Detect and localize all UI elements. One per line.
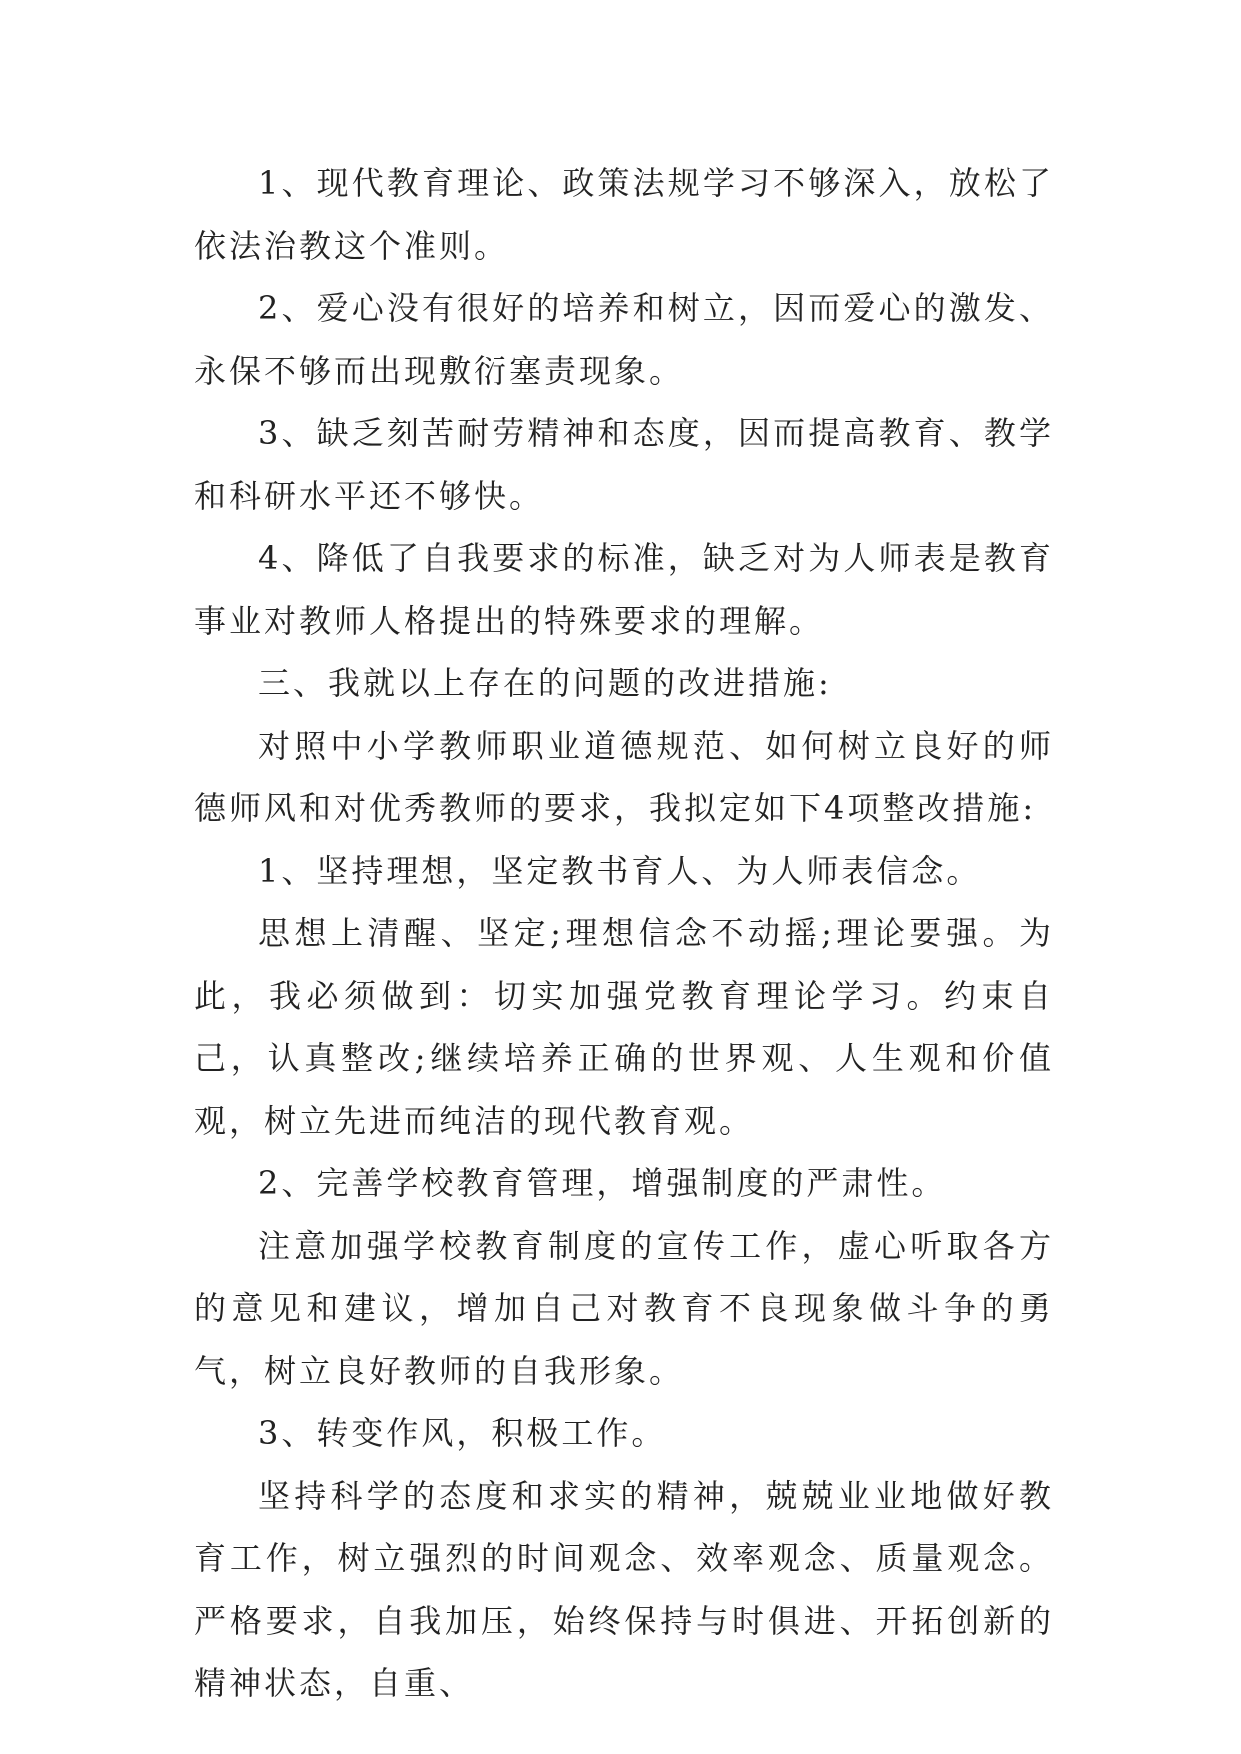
measure-2-heading: 2、完善学校教育管理，增强制度的严肃性。 — [258, 1164, 947, 1202]
section-heading: 三、我就以上存在的问题的改进措施: — [258, 664, 832, 702]
measure-1-heading: 1、坚持理想，坚定教书育人、为人师表信念。 — [258, 851, 982, 890]
measure-3-body: 坚持科学的态度和求实的精神，兢兢业业地做好教育工作，树立强烈的时间观念、效率观念、质量观念。严格要求，自我加压，始终保持与时俱进、开拓创新的精神状态，自重、 — [194, 1476, 1054, 1702]
paragraph-2: 2、爱心没有很好的培养和树立，因而爱心的激发、永保不够而出现敷衍塞责现象。 — [194, 289, 1054, 390]
paragraph-1: 1、现代教育理论、政策法规学习不够深入，放松了依法治教这个准则。 — [194, 164, 1054, 265]
document-body — [194, 152, 1054, 1715]
paragraph-4: 4、降低了自我要求的标准，缺乏对为人师表是教育事业对教师人格提出的特殊要求的理解。 — [194, 539, 1054, 640]
paragraph-intro: 对照中小学教师职业道德规范、如何树立良好的师德师风和对优秀教师的要求，我拟定如下4项整改措施: — [194, 726, 1054, 827]
paragraph-3: 3、缺乏刻苦耐劳精神和态度，因而提高教育、教学和科研水平还不够快。 — [194, 414, 1054, 515]
measure-3-heading: 3、转变作风，积极工作。 — [258, 1414, 667, 1452]
measure-2-body: 注意加强学校教育制度的宣传工作，虚心听取各方的意见和建议，增加自己对教育不良现象做斗争的勇气，树立良好教师的自我形象。 — [194, 1226, 1054, 1390]
measure-1-body: 思想上清醒、坚定;理想信念不动摇;理论要强。为此，我必须做到：切实加强党教育理论学习。约束自己，认真整改;继续培养正确的世界观、人生观和价值观，树立先进而纯洁的现代教育观。 — [194, 914, 1054, 1140]
